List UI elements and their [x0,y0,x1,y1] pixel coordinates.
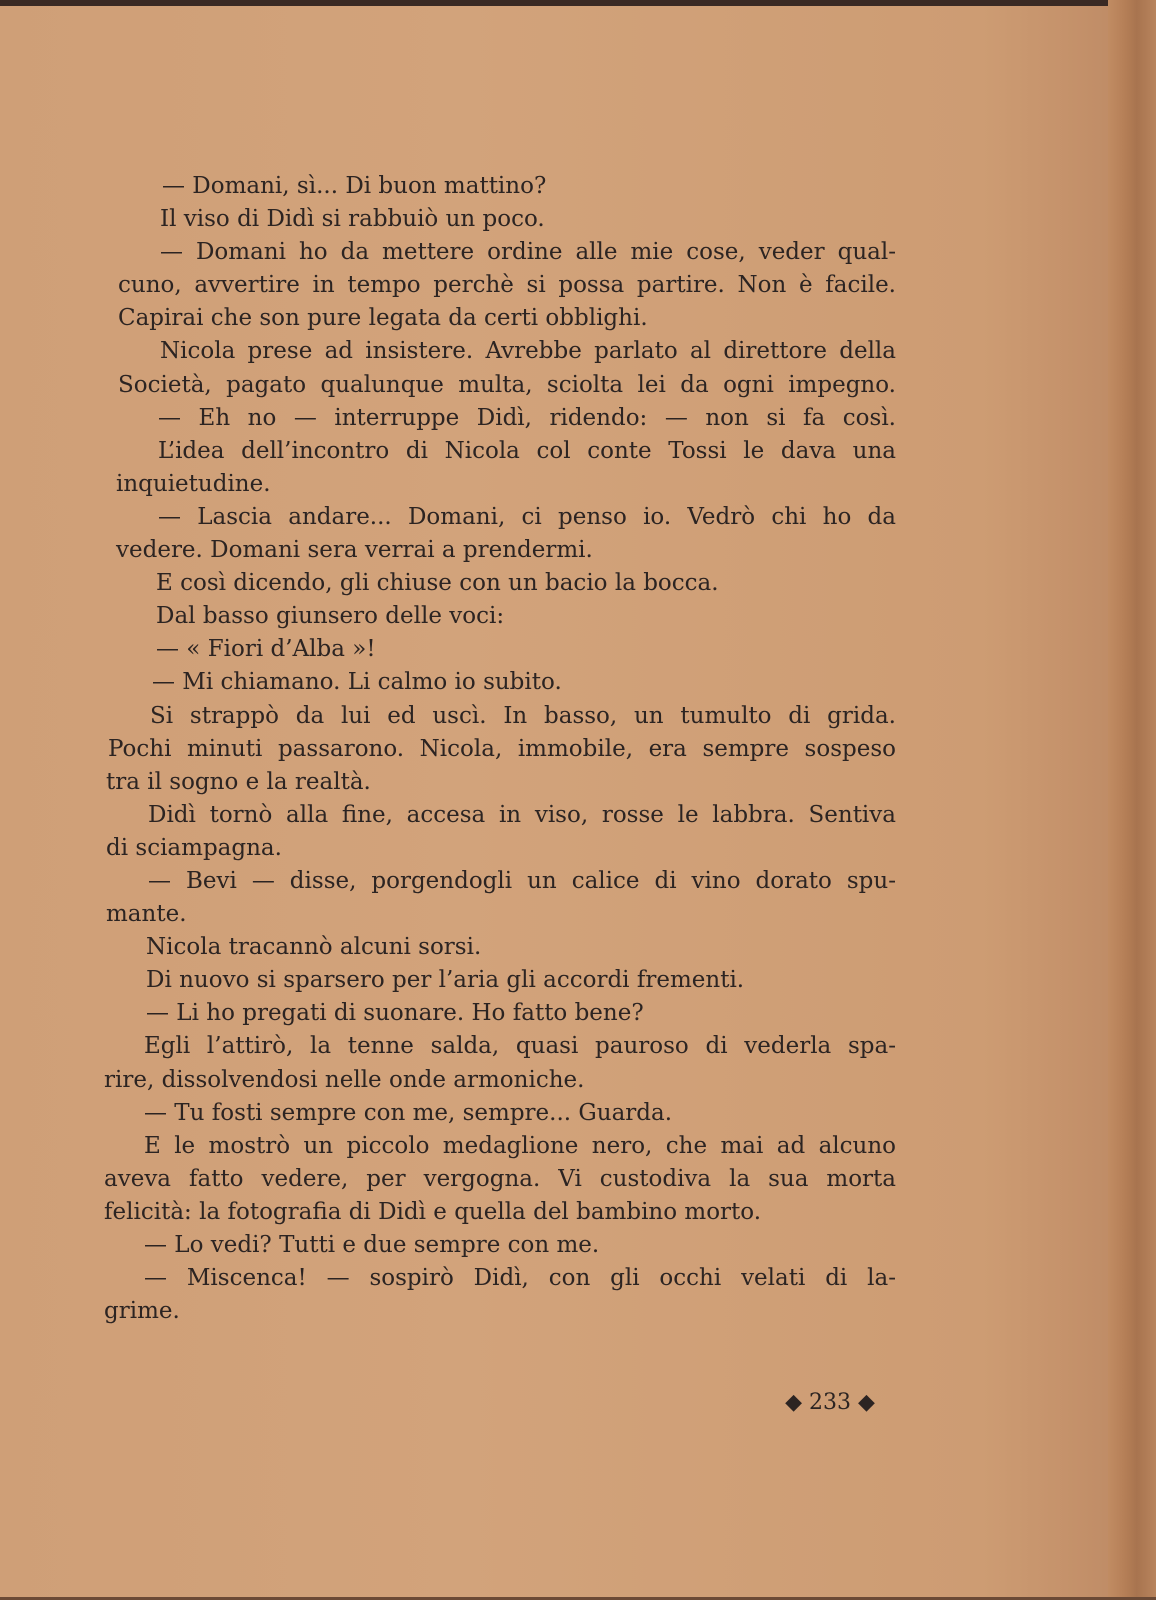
page-number: ◆ 233 ◆ [785,1390,875,1415]
text-line: — Lascia andare... Domani, ci penso io. Vedrò chi ho da [158,503,896,530]
text-line: Il viso di Didì si rabbuiò un poco. [160,206,545,233]
text-line: Società, pagato qualunque multa, sciolta lei da ogni impegno. [118,371,896,398]
text-line: E le mostrò un piccolo medaglione nero, che mai ad alcuno [144,1132,896,1159]
text-line: Capirai che son pure legata da certi obblighi. [118,305,648,332]
text-line: rire, dissolvendosi nelle onde armoniche. [104,1066,585,1093]
text-line: — Li ho pregati di suonare. Ho fatto bene? [146,1000,644,1027]
text-line: Dal basso giunsero delle voci: [156,603,505,630]
text-line: aveva fatto vedere, per vergogna. Vi custodiva la sua morta [104,1165,896,1192]
text-line: — Mi chiamano. Li calmo io subito. [152,669,562,696]
text-line: L’idea dell’incontro di Nicola col conte Tossi le dava una [158,437,896,464]
text-line: cuno, avvertire in tempo perchè si possa partire. Non è facile. [118,272,896,299]
text-line: Pochi minuti passarono. Nicola, immobile, era sempre sospeso [108,735,896,762]
text-line: Didì tornò alla fine, accesa in viso, rosse le labbra. Sentiva [148,801,896,828]
text-line: vedere. Domani sera verrai a prendermi. [116,537,593,564]
text-line: Si strappò da lui ed uscì. In basso, un tumulto di grida. [150,702,896,729]
page-right-edge [1108,0,1156,1600]
text-line: grime. [104,1298,180,1325]
text-line: — Domani ho da mettere ordine alle mie cose, veder qual- [160,239,896,266]
text-line: inquietudine. [116,470,271,497]
text-line: — Domani, sì... Di buon mattino? [162,173,547,199]
text-line: E così dicendo, gli chiuse con un bacio la bocca. [156,570,719,597]
text-line: tra il sogno e la realtà. [106,768,371,795]
text-line: felicità: la fotografia di Didì e quella del bambino morto. [104,1198,762,1225]
text-line: — Lo vedi? Tutti e due sempre con me. [144,1232,600,1258]
text-line: di sciampagna. [106,834,282,861]
text-line: — Eh no — interruppe Didì, ridendo: — non si fa così. [158,404,896,431]
text-line: mante. [106,901,187,928]
text-line: — Bevi — disse, porgendogli un calice di vino dorato spu- [148,867,896,894]
text-line: Nicola tracannò alcuni sorsi. [146,934,482,961]
text-line: Di nuovo si sparsero per l’aria gli accordi frementi. [146,967,745,994]
text-line: Egli l’attirò, la tenne salda, quasi pauroso di vederla spa- [144,1033,896,1060]
text-line: — Miscenca! — sospirò Didì, con gli occhi velati di la- [144,1265,896,1292]
body-text [104,170,896,1328]
text-line: Nicola prese ad insistere. Avrebbe parlato al direttore della [160,338,896,365]
text-line: — « Fiori d’Alba »! [156,636,376,663]
text-line: — Tu fosti sempre con me, sempre... Guarda. [144,1099,673,1126]
page-top-edge [0,0,1156,6]
